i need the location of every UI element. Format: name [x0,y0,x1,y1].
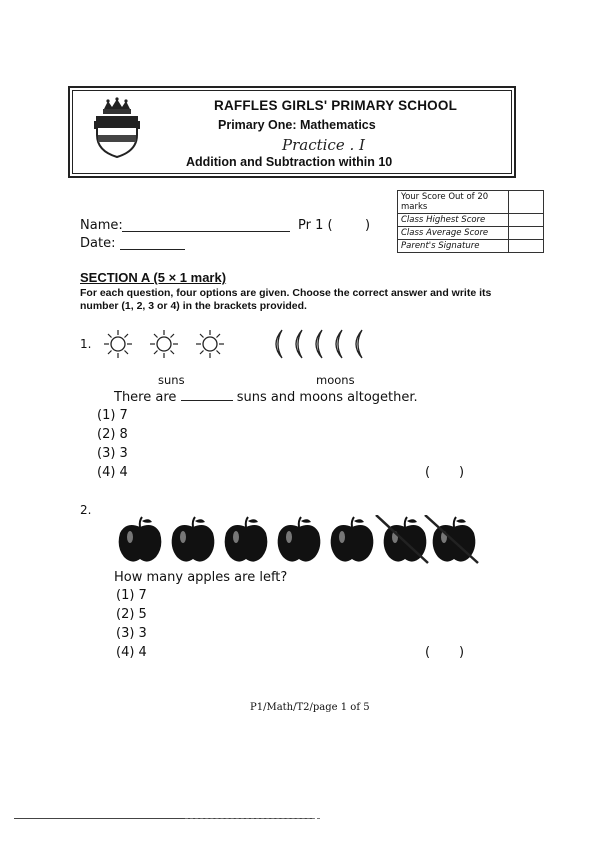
page-footer: P1/Math/T2/page 1 of 5 [250,702,370,713]
section-title: SECTION A (5 × 1 mark) [80,270,227,285]
answer-blank[interactable] [181,400,233,401]
option-2[interactable]: (2) 8 [97,427,128,442]
class-field-close: ) [365,218,371,233]
highest-score-cell[interactable] [509,214,544,227]
highest-score-label: Class Highest Score [398,214,509,227]
parent-signature-label: Parent's Signature [398,240,509,253]
score-row [398,191,544,214]
option-1[interactable]: (1) 7 [116,588,147,603]
sun-icon [150,330,178,358]
moons-caption: moons [316,373,355,387]
moon-icon [316,330,322,358]
option-4[interactable]: (4) 4 [97,465,128,480]
subject-title: Primary One: Mathematics [218,118,376,132]
option-4[interactable]: (4) 4 [116,645,147,660]
name-label: Name: [80,218,123,233]
name-field[interactable] [122,231,290,232]
stem-before: There are [114,390,177,405]
apple-icon [278,517,321,562]
question-number: 1. [80,337,92,351]
school-crest-logo [92,97,142,159]
option-1[interactable]: (1) 7 [97,408,128,423]
moons-group [268,328,378,360]
sun-icon [104,330,132,358]
stem-after: suns and moons altogether. [236,390,418,405]
score-row [398,227,544,240]
sun-icon [196,330,224,358]
moon-icon [276,330,282,358]
topic-title: Addition and Subtraction within 10 [186,155,393,169]
score-row [398,214,544,227]
apple-icon [119,517,162,562]
parent-signature-cell[interactable] [509,240,544,253]
bottom-rule-dashed [185,818,320,819]
option-3[interactable]: (3) 3 [97,446,128,461]
section-instructions: For each question, four options are given. Choose the correct answer and write its number (1, 2, 3 or 4) in the brackets provided. [80,287,492,312]
apple-icon [172,517,215,562]
date-field[interactable] [120,249,185,250]
answer-bracket[interactable]: ( ) [425,645,465,660]
score-row-label: Your Score Out of 20 marks [398,191,509,214]
score-cell[interactable] [509,191,544,214]
score-table [397,190,544,253]
apple-icon [331,517,374,562]
class-label: Pr 1 ( [298,218,333,233]
question-number: 2. [80,503,92,517]
answer-bracket[interactable]: ( ) [425,465,465,480]
moon-icon [336,330,342,358]
average-score-label: Class Average Score [398,227,509,240]
moon-icon [356,330,362,358]
apple-icon [225,517,268,562]
apples-group [112,515,482,565]
suns-caption: suns [158,373,185,387]
date-label: Date: [80,236,116,251]
question-stem: How many apples are left? [114,570,288,585]
moon-icon [296,330,302,358]
score-row [398,240,544,253]
practice-label: Practice . I [282,136,365,154]
option-3[interactable]: (3) 3 [116,626,147,641]
option-2[interactable]: (2) 5 [116,607,147,622]
school-name: RAFFLES GIRLS' PRIMARY SCHOOL [214,98,458,113]
question-stem [114,390,418,405]
suns-group [100,328,235,360]
average-score-cell[interactable] [509,227,544,240]
